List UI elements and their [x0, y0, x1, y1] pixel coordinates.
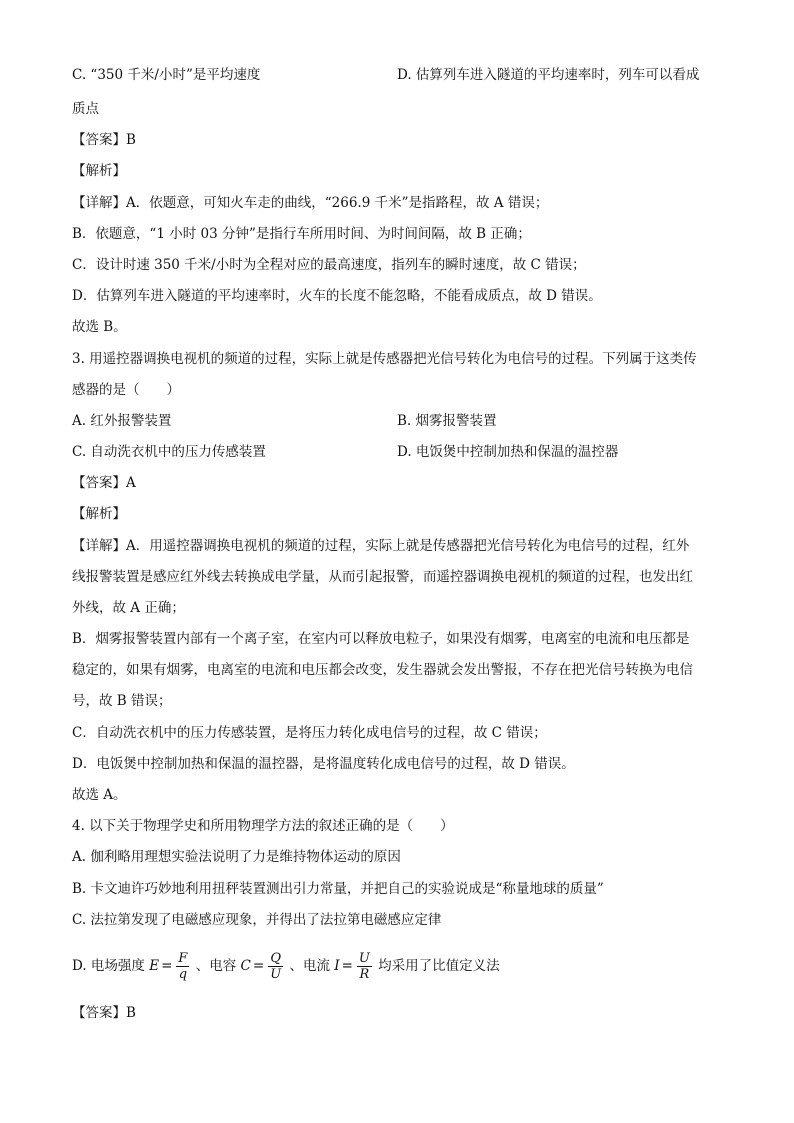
text-line: 外线，故 A 正确； — [72, 600, 185, 616]
option-c: C. 法拉第发现了电磁感应现象，并得出了法拉第电磁感应定律 — [72, 912, 442, 928]
separator-capacitance: 、电容 — [195, 958, 237, 974]
option-c-line — [72, 66, 700, 84]
analysis-label: 【解析】 — [72, 506, 126, 522]
text-line: B．依题意，“1 小时 03 分钟”是指行车所用时间、为时间间隔，故 B 正确； — [72, 226, 531, 242]
text-line: 稳定的，如果有烟雾，电离室的电流和电压都会改变，发生器就会发出警报，不存在把光信号转换为电信 — [72, 662, 693, 678]
text-line: 【详解】A．依题意，可知火车走的曲线，“266.9 千米”是指路程，故 A 错误； — [72, 195, 549, 211]
option-d-suffix: 均采用了比值定义法 — [378, 958, 500, 974]
text-line: C．设计时速 350 千米/小时为全程对应的最高速度，指列车的瞬时速度，故 C 错误； — [72, 257, 586, 273]
equals-sign: = — [161, 958, 173, 974]
c-numerator: Q — [268, 951, 283, 967]
option-a: A. 伽利略用理想实验法说明了力是维持物体运动的原因 — [72, 849, 401, 865]
i-symbol: I — [334, 958, 340, 974]
e-fraction — [176, 951, 189, 982]
e-symbol: E — [149, 958, 160, 974]
e-numerator: F — [178, 951, 188, 966]
option-d: D. 电饭煲中控制加热和保温的温控器 — [397, 444, 619, 460]
text-line: 号，故 B 错误； — [72, 693, 172, 709]
text-line: 【详解】A．用遥控器调换电视机的频道的过程，实际上就是传感器把光信号转化为电信号的过程，红外 — [72, 538, 690, 554]
option-a: A. 红外报警装置 — [72, 413, 172, 429]
i-fraction — [357, 951, 372, 982]
c-fraction — [268, 951, 283, 982]
conclusion-line: 故选 A。 — [72, 787, 127, 803]
c-denominator: U — [270, 967, 282, 982]
text-line: C．自动洗衣机中的压力传感装置，是将压力转化成电信号的过程，故 C 错误； — [72, 725, 547, 741]
question-3-stem: 3. 用遥控器调换电视机的频道的过程，实际上就是传感器把光信号转化为电信号的过程。下列属于这类传 — [72, 351, 697, 367]
option-c: C. 自动洗衣机中的压力传感装置 — [72, 444, 266, 460]
option-c-q2: C. “350 千米/小时”是平均速度 — [72, 67, 261, 83]
text-line: D．电饭煲中控制加热和保温的温控器，是将温度转化成电信号的过程，故 D 错误。 — [72, 756, 575, 772]
answer-label: 【答案】B — [72, 132, 136, 148]
equals-sign: = — [252, 958, 265, 974]
e-denominator: q — [178, 967, 188, 982]
text-line: 线报警装置是感应红外线去转换成电学量，从而引起报警，而遥控器调换电视机的频道的过程，也发出红 — [72, 569, 693, 585]
question-3-stem-cont: 感器的是（ ） — [72, 382, 180, 398]
question-4-stem: 4. 以下关于物理学史和所用物理学方法的叙述正确的是（ ） — [72, 818, 454, 834]
text-line: B．烟雾报警装置内部有一个离子室，在室内可以释放电粒子，如果没有烟雾，电离室的电流和电压都是 — [72, 631, 690, 647]
text-line: D．估算列车进入隧道的平均速率时，火车的长度不能忽略，不能看成质点，故 D 错误。 — [72, 288, 602, 304]
equals-sign: = — [341, 958, 353, 974]
option-d-prefix: D. 电场强度 — [72, 958, 145, 974]
c-symbol: C — [240, 958, 251, 974]
option-d-q2: D. 估算列车进入隧道的平均速率时，列车可以看成 — [397, 67, 700, 83]
option-b: B. 烟雾报警装置 — [397, 413, 497, 429]
i-numerator: U — [358, 951, 370, 966]
answer-label: 【答案】B — [72, 1005, 136, 1021]
option-b: B. 卡文迪许巧妙地利用扭秤装置测出引力常量，并把自己的实验说成是“称量地球的质量” — [72, 881, 604, 897]
separator-current: 、电流 — [289, 958, 330, 974]
i-denominator: R — [359, 967, 370, 982]
options-row-ab — [72, 412, 497, 430]
text-line: 质点 — [72, 101, 99, 117]
conclusion-line: 故选 B。 — [72, 319, 127, 335]
option-d-formula-line — [72, 948, 500, 984]
options-row-cd — [72, 443, 619, 461]
answer-label: 【答案】A — [72, 475, 136, 491]
analysis-label: 【解析】 — [72, 163, 126, 179]
